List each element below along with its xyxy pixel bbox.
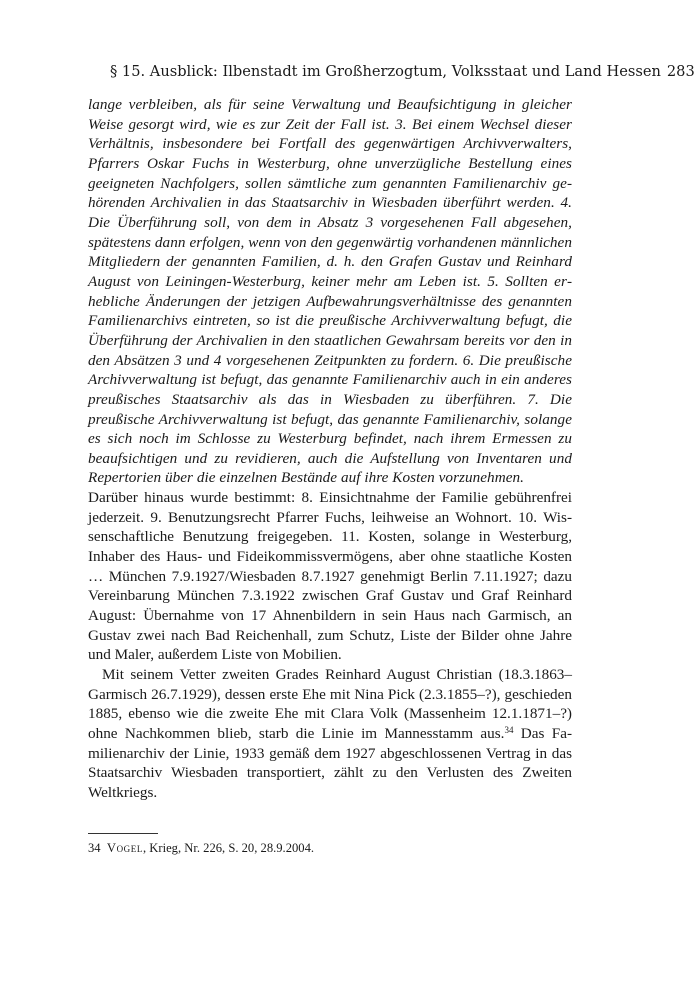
footnote-number: 34 [88, 841, 101, 855]
quoted-contract-text: lange verbleiben, als für seine Verwaltung und Beaufsichtigung in gleicher Weise gesorgt wird, wie es zur Zeit der Fall ist. 3. Bei einem Wechsel dieser Verhältnis, insbesondere bei Fortfall des gegenwärtigen Archivverwalters, Pfarrers Oskar Fuchs in Westerburg, ohne unverzügliche Bestellung eines geeigneten Nachfolgers, sollen sämtliche zum genannten Familienarchiv gehörenden Archivalien in das Staatsarchiv in Wiesbaden überführt werden. 4. Die Überführung soll, von dem in Absatz 3 vorgesehenen Fall abgesehen, spätestens dann erfolgen, wenn von den gegenwärtig vorhandenen männlichen Mitgliedern der genannten Familien, d. h. den Grafen Gustav und Reinhard August von Leiningen-Westerburg, keiner mehr am Leben ist. 5. Sollten erhebliche Änderungen der jetzigen Aufbewahrungsverhältnisse des genannten Familienarchivs eintreten, so ist die preußische Archivverwaltung befugt, die Überführung der Archivalien in den staatlichen Gewahrsam bereits vor den in den Absätzen 3 und 4 vorgesehenen Zeitpunkten zu fordern. 6. Die preußische Archivverwaltung ist befugt, das genannte Familienarchiv auch in ein anderes preußisches Staatsarchiv als das in Wiesbaden zu überführen. 7. Die preußische Archivverwaltung ist befugt, das genannte Familienarchiv, solange es sich noch im Schlosse zu Westerburg befindet, nach ihrem Ermessen zu beaufsichtigen und zu revidieren, auch die Aufstellung von Inventaren und Repertorien über die einzelnen Bestände auf ihre Kosten vorzunehmen. [88, 96, 572, 487]
footnote-text: , Krieg, Nr. 226, S. 20, 28.9.2004. [142, 841, 315, 855]
paragraph-lineage-part1: Mit seinem Vetter zweiten Grades Reinhard August Christian (18.3.1863–Garmisch 26.7.1929), dessen erste Ehe mit Nina Pick (2.3.1855–?), geschieden 1885, ebenso wie die zweite Ehe mit Clara Volk (Massenheim 12.1.1871–?) ohne Nachkommen blieb, starb die Linie im Mannesstamm aus. [88, 666, 572, 742]
paragraph-lineage-part2: Das Familienarchiv der Linie, 1933 gemäß dem 1927 abgeschlossenen Vertrag in das Staatsarchiv Wiesbaden transportiert, zählt zu den Verlusten des Zweiten Weltkriegs. [88, 725, 572, 801]
footnote-divider [88, 833, 158, 834]
footnote-reference[interactable]: 34 [504, 725, 514, 735]
page-number: 283 [666, 63, 695, 80]
footnote-author: Vogel [106, 841, 143, 855]
paragraph-lineage [88, 665, 572, 803]
main-text [88, 95, 572, 803]
running-head-title: § 15. Ausblick: Ilbenstadt im Großherzogtum, Volksstaat und Land Hessen [110, 63, 661, 80]
footnote [88, 840, 572, 856]
running-head [110, 62, 695, 82]
continuation-paragraph: Darüber hinaus wurde bestimmt: 8. Einsichtnahme der Familie gebührenfrei jederzeit. 9. Benutzungsrecht Pfarrer Fuchs, leihweise an Wohnort. 10. Wissenschaftliche Benutzung freigegeben. 11. Kosten, solange in Westerburg, Inhaber des Haus- und Fideikommissvermögens, aber ohne staatliche Kosten … München 7.9.1927/Wiesbaden 8.7.1927 genehmigt Berlin 7.11.1927; dazu Vereinbarung München 7.3.1922 zwischen Graf Gustav und Graf Reinhard August: Übernahme von 17 Ahnenbildern in sein Haus nach Garmisch, an Gustav zwei nach Bad Reichenhall, zum Schutz, Liste der Bilder ohne Jahre und Maler, außerdem Liste von Mobilien. [88, 489, 572, 664]
